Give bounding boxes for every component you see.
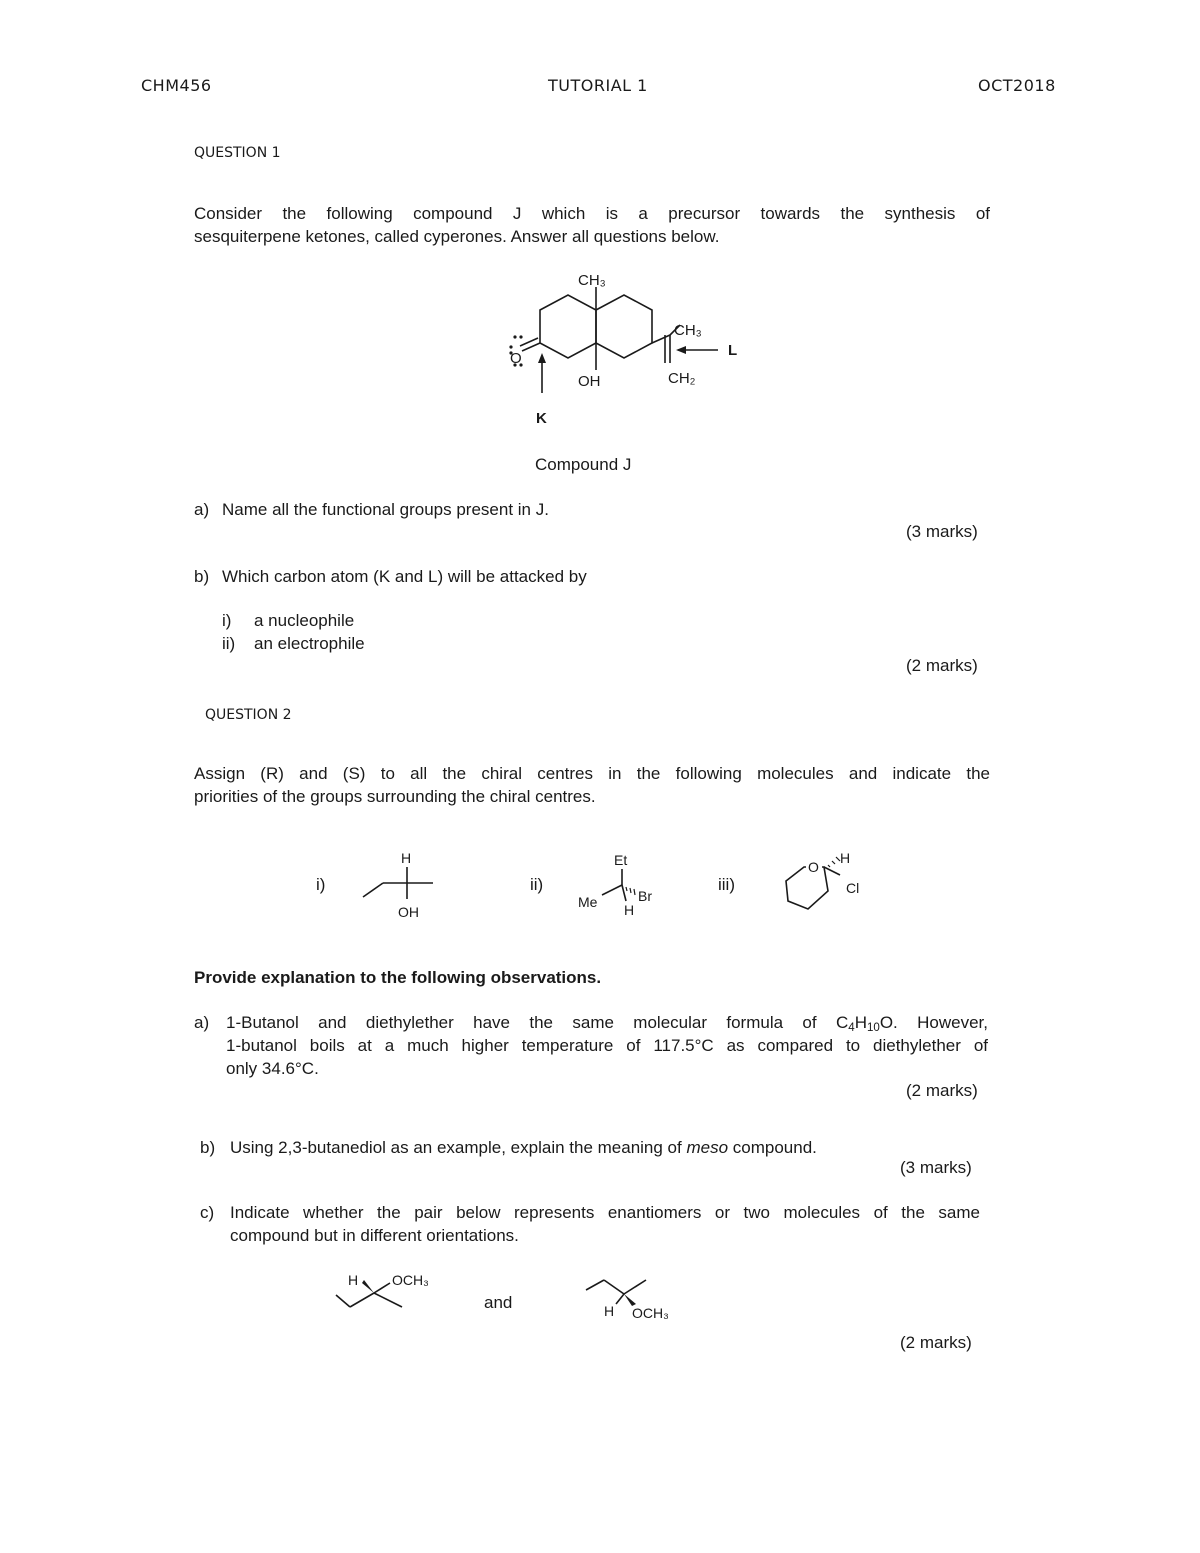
molecule-ii-structure: [570, 845, 670, 925]
q2a-sub-10: 10: [866, 1021, 880, 1034]
q2c-right-molecule: [580, 1270, 710, 1330]
q2b-text-pre: Using 2,3-butanediol as an example, explain the meaning of: [230, 1138, 687, 1157]
q2c-left-molecule: [330, 1265, 450, 1325]
molecule-ii-et: Et: [614, 852, 628, 868]
question-1-heading: QUESTION 1: [194, 145, 281, 161]
q1b-i-label: i): [222, 611, 232, 630]
q1a-text: Name all the functional groups present in J.: [222, 500, 549, 519]
molecule-ii-me: Me: [578, 894, 598, 910]
q2-intro-line1: Assign (R) and (S) to all the chiral centres in the following molecules and indicate the: [194, 764, 990, 783]
q1b-text: Which carbon atom (K and L) will be attacked by: [222, 567, 587, 586]
document-title: TUTORIAL 1: [548, 76, 648, 95]
q1a-label: a): [194, 500, 210, 519]
molecule-i-structure: [355, 845, 445, 925]
q2b-marks: (3 marks): [900, 1158, 972, 1177]
course-code: CHM456: [141, 76, 212, 95]
q2a-line1-mid: H: [854, 1013, 867, 1032]
q2a-line3: only 34.6°C.: [226, 1059, 319, 1078]
molecule-ii-h: H: [624, 902, 635, 918]
q2a-line2: 1-butanol boils at a much higher temperature of 117.5°C as compared to diethylether of: [226, 1036, 988, 1055]
q2a-line1-post: O. However,: [879, 1013, 988, 1032]
carbonyl-oxygen-label: O: [510, 350, 522, 367]
molecule-ii-br: Br: [638, 888, 652, 904]
molecule-i-oh: OH: [398, 904, 419, 920]
q1b-ii-text: an electrophile: [254, 634, 365, 653]
oh-label: OH: [578, 373, 601, 390]
q2c-line1: Indicate whether the pair below represents enantiomers or two molecules of the same: [230, 1203, 980, 1222]
q2a-marks: (2 marks): [906, 1081, 978, 1100]
molecule-iii-h: H: [840, 850, 851, 866]
q1-intro-line2: sesquiterpene ketones, called cyperones. Answer all questions below.: [194, 227, 720, 246]
q2b-text-italic: meso: [686, 1138, 729, 1157]
q2c-left-h: H: [348, 1272, 359, 1288]
compound-j-structure: [500, 265, 760, 435]
q2c-right-och3: OCH₃: [632, 1305, 669, 1321]
molecule-ii-label: ii): [530, 875, 544, 894]
q1b-i-text: a nucleophile: [254, 611, 355, 630]
q2b-label: b): [200, 1138, 216, 1157]
q1b-ii-label: ii): [222, 634, 236, 653]
q1a-marks: (3 marks): [906, 522, 978, 541]
q2b-text-post: compound.: [728, 1138, 817, 1157]
ch3-right-label: CH₃: [674, 322, 702, 339]
molecule-iii-label: iii): [718, 875, 735, 894]
q1b-label: b): [194, 567, 210, 586]
compound-j-caption: Compound J: [535, 455, 632, 474]
q2-intro-line2: priorities of the groups surrounding the chiral centres.: [194, 787, 596, 806]
molecule-iii-o: O: [808, 859, 819, 875]
molecule-iii-cl: Cl: [846, 880, 860, 896]
q2c-left-och3: OCH₃: [392, 1272, 429, 1288]
q2a-line1-pre: 1-Butanol and diethylether have the same molecular formula of C: [226, 1013, 849, 1032]
q2c-right-h: H: [604, 1303, 615, 1319]
q1-intro-line1: Consider the following compound J which is a precursor towards the synthesis of: [194, 204, 990, 223]
question-2-heading: QUESTION 2: [205, 707, 292, 723]
q2c-line2: compound but in different orientations.: [230, 1226, 519, 1245]
molecule-iii-structure: [780, 845, 875, 925]
q2c-marks: (2 marks): [900, 1333, 972, 1352]
molecule-i-h: H: [401, 850, 412, 866]
ch3-top-label: CH₃: [578, 272, 606, 289]
label-l: L: [728, 342, 738, 359]
q2c-label: c): [200, 1203, 215, 1222]
q2a-sub-4: 4: [848, 1021, 855, 1034]
q2a-label: a): [194, 1013, 210, 1032]
ch2-label: CH₂: [668, 370, 696, 387]
q2b-text: [230, 1136, 817, 1159]
q1b-marks: (2 marks): [906, 656, 978, 675]
provide-explanation-heading: Provide explanation to the following observations.: [194, 968, 602, 987]
label-k: K: [536, 410, 547, 427]
document-date: OCT2018: [978, 76, 1056, 95]
q2c-and: and: [484, 1293, 513, 1312]
molecule-i-label: i): [316, 875, 326, 894]
